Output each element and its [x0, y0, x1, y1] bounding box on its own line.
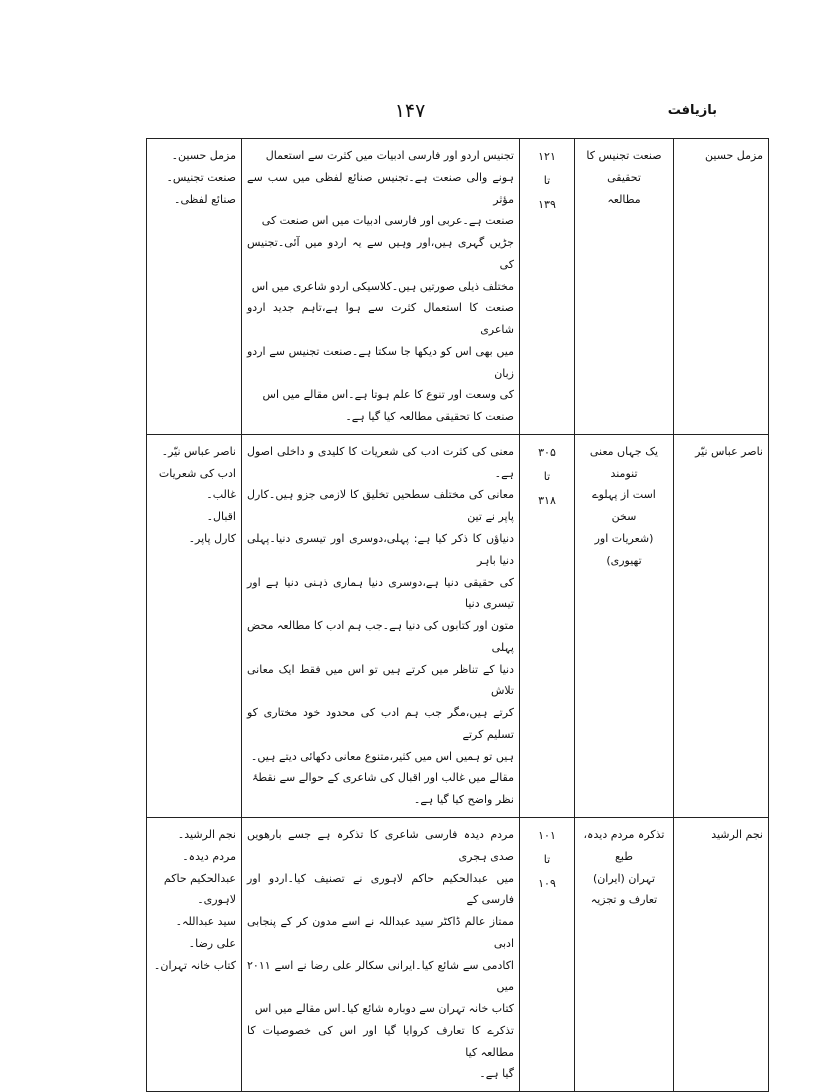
abstract-line: مختلف ذیلی صورتیں ہیں۔کلاسیکی اردو شاعری میں اس: [251, 279, 514, 293]
author-cell: [674, 817, 769, 1091]
page-end: ۱۳۹: [538, 198, 556, 212]
abstract-line: کی وسعت اور تنوع کا علم ہوتا ہے۔اس مقالے میں اس: [262, 388, 514, 402]
keyword: لاہوری۔: [197, 893, 236, 907]
article-title-line: صنعت تجنیس کا تحقیقی: [586, 149, 662, 184]
table-row: [147, 139, 769, 435]
keyword: مزمل حسین۔: [171, 149, 236, 162]
article-title-line: یک جہاں معنی تنومند: [589, 444, 659, 480]
article-title-line: (شعریات اور تھیوری): [594, 532, 654, 567]
abstract-line: معنی کی کثرت ادب کی شعریات کا کلیدی و داخلی اصول ہے۔: [247, 444, 514, 480]
abstract-line: کتاب خانہ تہران سے دوبارہ شائع کیا۔اس مقالے میں اس: [254, 1002, 514, 1016]
page-to: تا: [543, 470, 551, 484]
pages-cell: [520, 139, 575, 435]
abstract-line: دنیاؤں کا ذکر کیا ہے: پہلی،دوسری اور تیسری دنیا۔پہلی دنیا باہر: [247, 532, 514, 567]
keyword: غالب۔: [206, 488, 236, 502]
page-number: ۱۴۷: [394, 100, 426, 122]
keywords-cell: [147, 817, 242, 1091]
abstract-cell: [242, 434, 520, 817]
article-title-line: تعارف و تجزیہ: [590, 893, 658, 907]
article-title-line: مطالعہ: [607, 192, 641, 206]
table-row: [147, 434, 769, 817]
article-title-line: تہران (ایران): [592, 871, 656, 885]
abstract-line: کرتے ہیں،مگر جب ہم ادب کی محدود خود مختاری کو تسلیم کرتے: [247, 706, 514, 741]
abstract-line: تذکرے کا تعارف کروایا گیا اور اس کی خصوصیات کا مطالعہ کیا: [247, 1023, 514, 1059]
abstract-line: متون اور کتابوں کی دنیا ہے۔جب ہم ادب کا مطالعہ محض پہلی: [247, 619, 514, 654]
abstract-cell: [242, 817, 520, 1091]
abstract-line: ہونے والی صنعت ہے۔تجنیس صنائع لفظی میں سب سے مؤثر: [247, 170, 514, 206]
keyword: نجم الرشید۔: [177, 827, 236, 841]
running-title: بازیافت: [667, 103, 717, 118]
abstract-line: میں بھی اس کو دیکھا جا سکتا ہے۔صنعت تجنیس سے اردو زبان: [247, 344, 514, 380]
keyword: صنعت تجنیس۔: [166, 170, 236, 184]
keyword: عبدالحکیم حاکم: [163, 871, 236, 885]
abstract-line: جڑیں گہری ہیں،اور وہیں سے یہ اردو میں آئی۔تجنیس کی: [247, 236, 514, 271]
author-name: مزمل حسین: [705, 149, 763, 162]
page-end: ۳۱۸: [538, 494, 556, 508]
keywords-cell: [147, 434, 242, 817]
abstract-line: ہیں تو ہمیں اس میں کثیر،متنوع معانی دکھائی دیتے ہیں۔: [250, 749, 514, 763]
article-table: [146, 138, 769, 1092]
title-cell: [575, 434, 674, 817]
abstract-line: نظر واضح کیا گیا ہے۔: [413, 793, 514, 807]
keyword: علی رضا۔: [188, 936, 236, 950]
keyword: اقبال۔: [206, 510, 236, 524]
author-name: نجم الرشید: [711, 827, 763, 841]
page-to: تا: [543, 174, 551, 188]
abstract-line: صنعت ہے۔عربی اور فارسی ادبیات میں اس صنعت کی: [261, 214, 514, 228]
abstract-cell: [242, 139, 520, 435]
abstract-line: تجنیس اردو اور فارسی ادبیات میں کثرت سے استعمال: [265, 149, 514, 162]
abstract-line: صنعت کا تحقیقی مطالعہ کیا گیا ہے۔: [345, 410, 514, 424]
title-cell: [575, 817, 674, 1091]
keyword: صنائع لفظی۔: [174, 192, 236, 206]
pages-cell: [520, 434, 575, 817]
page-start: ۱۰۱: [538, 828, 556, 842]
keyword: مردم دیدہ۔: [182, 849, 236, 863]
abstract-line: مردم دیدہ فارسی شاعری کا تذکرہ ہے جسے بارھویں صدی ہجری: [247, 827, 514, 863]
keyword: ناصر عباس نیّر۔: [161, 444, 236, 458]
page-to: تا: [543, 853, 551, 867]
abstract-line: صنعت کا استعمال کثرت سے ہوا ہے،تاہم جدید اردو شاعری: [247, 301, 514, 337]
abstract-line: ممتاز عالم ڈاکٹر سید عبداللہ نے اسے مدون کر کے پنجابی ادبی: [247, 915, 514, 950]
table-row: [147, 817, 769, 1091]
abstract-line: دنیا کے تناظر میں کرتے ہیں تو اس میں فقط ایک معانی تلاش: [247, 662, 514, 698]
page-start: ۳۰۵: [538, 445, 556, 459]
abstract-line: مقالے میں غالب اور اقبال کی شاعری کے حوالے سے نقطۂ: [251, 771, 514, 785]
abstract-line: کی حقیقی دنیا ہے،دوسری دنیا ہماری ذہنی دنیا ہے اور تیسری دنیا: [247, 575, 514, 611]
keyword: کتاب خانہ تہران۔: [153, 958, 236, 972]
author-cell: [674, 139, 769, 435]
title-cell: [575, 139, 674, 435]
author-cell: [674, 434, 769, 817]
page-start: ۱۲۱: [538, 150, 556, 163]
abstract-line: گیا ہے۔: [479, 1067, 514, 1081]
abstract-line: اکادمی سے شائع کیا۔ایرانی سکالر علی رضا نے اسے ۲۰۱۱ میں: [247, 958, 514, 994]
keyword: ادب کی شعریات: [158, 466, 236, 480]
abstract-line: معانی کی مختلف سطحیں تخلیق کا لازمی جزو ہیں۔کارل پاپر نے تین: [247, 488, 514, 524]
pages-cell: [520, 817, 575, 1091]
article-title-line: تذکرہ مردم دیدہ، طبع: [583, 827, 665, 863]
page-end: ۱۰۹: [538, 877, 556, 891]
author-name: ناصر عباس نیّر: [695, 444, 763, 458]
article-title-line: است از پہلوے سخن: [592, 488, 656, 524]
keyword: سید عبداللہ۔: [175, 915, 236, 929]
keyword: کارل پاپر۔: [188, 532, 236, 546]
keywords-cell: [147, 139, 242, 435]
abstract-line: میں عبدالحکیم حاکم لاہوری نے تصنیف کیا۔اردو اور فارسی کے: [247, 871, 514, 907]
